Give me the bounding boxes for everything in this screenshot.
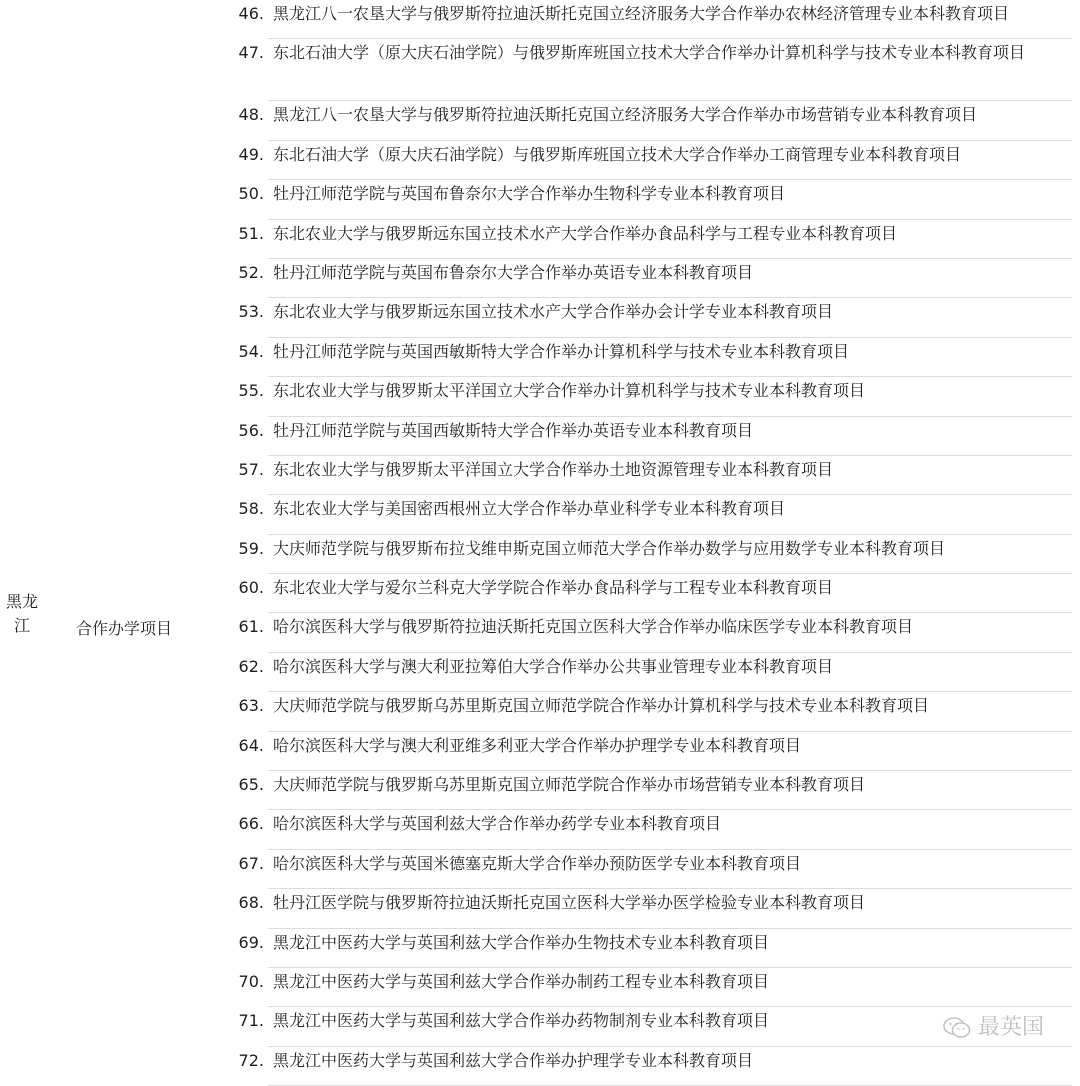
list-item (226, 613, 1072, 652)
item-number: 49. (238, 144, 264, 164)
list-item (226, 377, 1072, 416)
category-cell: 合作办学项目 (76, 619, 173, 638)
list-item (226, 574, 1072, 613)
item-number: 59. (238, 538, 264, 558)
item-text: 东北农业大学与俄罗斯太平洋国立大学合作举办土地资源管理专业本科教育项目 (273, 459, 834, 479)
list-item (226, 929, 1072, 968)
list-item (226, 101, 1072, 140)
item-number: 57. (238, 459, 264, 479)
item-text: 黑龙江中医药大学与英国利兹大学合作举办护理学专业本科教育项目 (273, 1050, 754, 1070)
list-item (226, 259, 1072, 298)
list-item (226, 0, 1072, 39)
list-item (226, 39, 1072, 101)
list-item (226, 810, 1072, 849)
list-item (226, 417, 1072, 456)
list-item (226, 653, 1072, 692)
item-text: 哈尔滨医科大学与澳大利亚拉筹伯大学合作举办公共事业管理专业本科教育项目 (273, 656, 834, 676)
item-text: 东北农业大学与俄罗斯远东国立技术水产大学合作举办食品科学与工程专业本科教育项目 (273, 223, 898, 243)
item-text: 牡丹江医学院与俄罗斯符拉迪沃斯托克国立医科大学举办医学检验专业本科教育项目 (273, 893, 866, 913)
list-item (226, 180, 1072, 219)
item-text: 黑龙江中医药大学与英国利兹大学合作举办生物技术专业本科教育项目 (273, 932, 770, 952)
item-number: 68. (238, 893, 264, 913)
item-number: 52. (238, 262, 264, 282)
item-text: 牡丹江师范学院与英国布鲁奈尔大学合作举办生物科学专业本科教育项目 (273, 184, 786, 204)
list-item (226, 850, 1072, 889)
list-item (226, 495, 1072, 534)
item-number: 61. (238, 617, 264, 637)
wechat-icon (942, 1015, 972, 1041)
item-number: 53. (238, 302, 264, 322)
item-number: 58. (238, 499, 264, 519)
item-text: 哈尔滨医科大学与英国米德塞克斯大学合作举办预防医学专业本科教育项目 (273, 853, 802, 873)
item-number: 72. (238, 1050, 264, 1070)
item-number: 56. (238, 420, 264, 440)
item-text: 东北农业大学与俄罗斯远东国立技术水产大学合作举办会计学专业本科教育项目 (273, 302, 834, 322)
item-text: 东北石油大学（原大庆石油学院）与俄罗斯库班国立技术大学合作举办计算机科学与技术专业本科教育项目 (273, 43, 1026, 63)
item-text: 牡丹江师范学院与英国布鲁奈尔大学合作举办英语专业本科教育项目 (273, 262, 754, 282)
item-number: 63. (238, 696, 264, 716)
item-text: 东北农业大学与爱尔兰科克大学学院合作举办食品科学与工程专业本科教育项目 (273, 578, 834, 598)
list-item (226, 771, 1072, 810)
item-number: 60. (238, 578, 264, 598)
item-number: 71. (238, 1011, 264, 1031)
item-text: 哈尔滨医科大学与俄罗斯符拉迪沃斯托克国立医科大学合作举办临床医学专业本科教育项目 (273, 617, 914, 637)
item-number: 65. (238, 775, 264, 795)
list-item (226, 889, 1072, 928)
list-item (226, 1047, 1072, 1086)
item-text: 东北石油大学（原大庆石油学院）与俄罗斯库班国立技术大学合作举办工商管理专业本科教育项目 (273, 144, 962, 164)
item-text: 牡丹江师范学院与英国西敏斯特大学合作举办计算机科学与技术专业本科教育项目 (273, 341, 850, 361)
list-item (226, 732, 1072, 771)
item-number: 64. (238, 735, 264, 755)
list-item (226, 338, 1072, 377)
project-list (226, 0, 1072, 1086)
list-item (226, 456, 1072, 495)
item-number: 50. (238, 184, 264, 204)
item-number: 46. (238, 4, 264, 23)
item-number: 69. (238, 932, 264, 952)
item-number: 48. (238, 105, 264, 125)
watermark (942, 1015, 1044, 1041)
list-item (226, 535, 1072, 574)
list-item (226, 141, 1072, 180)
item-number: 66. (238, 814, 264, 834)
item-number: 70. (238, 971, 264, 991)
item-number: 47. (238, 43, 264, 63)
watermark-text: 最英国 (977, 1015, 1044, 1040)
item-number: 54. (238, 341, 264, 361)
list-item (226, 298, 1072, 337)
item-text: 哈尔滨医科大学与英国利兹大学合作举办药学专业本科教育项目 (273, 814, 722, 834)
item-text: 大庆师范学院与俄罗斯乌苏里斯克国立师范学院合作举办市场营销专业本科教育项目 (273, 775, 866, 795)
item-text: 哈尔滨医科大学与澳大利亚维多利亚大学合作举办护理学专业本科教育项目 (273, 735, 802, 755)
list-item (226, 692, 1072, 731)
item-number: 62. (238, 656, 264, 676)
list-item (226, 220, 1072, 259)
item-text: 东北农业大学与俄罗斯太平洋国立大学合作举办计算机科学与技术专业本科教育项目 (273, 381, 866, 401)
item-number: 55. (238, 381, 264, 401)
item-text: 黑龙江中医药大学与英国利兹大学合作举办制药工程专业本科教育项目 (273, 971, 770, 991)
item-text: 大庆师范学院与俄罗斯布拉戈维申斯克国立师范大学合作举办数学与应用数学专业本科教育项目 (273, 538, 946, 558)
item-text: 黑龙江八一农垦大学与俄罗斯符拉迪沃斯托克国立经济服务大学合作举办市场营销专业本科教育项目 (273, 105, 978, 125)
item-number: 51. (238, 223, 264, 243)
item-text: 牡丹江师范学院与英国西敏斯特大学合作举办英语专业本科教育项目 (273, 420, 754, 440)
list-item (226, 968, 1072, 1007)
item-number: 67. (238, 853, 264, 873)
province-cell: 黑龙江 (5, 592, 38, 635)
item-text: 黑龙江中医药大学与英国利兹大学合作举办药物制剂专业本科教育项目 (273, 1011, 770, 1031)
item-text: 大庆师范学院与俄罗斯乌苏里斯克国立师范学院合作举办计算机科学与技术专业本科教育项目 (273, 696, 930, 716)
item-text: 黑龙江八一农垦大学与俄罗斯符拉迪沃斯托克国立经济服务大学合作举办农林经济管理专业本科教育项目 (273, 4, 1010, 23)
item-text: 东北农业大学与美国密西根州立大学合作举办草业科学专业本科教育项目 (273, 499, 786, 519)
